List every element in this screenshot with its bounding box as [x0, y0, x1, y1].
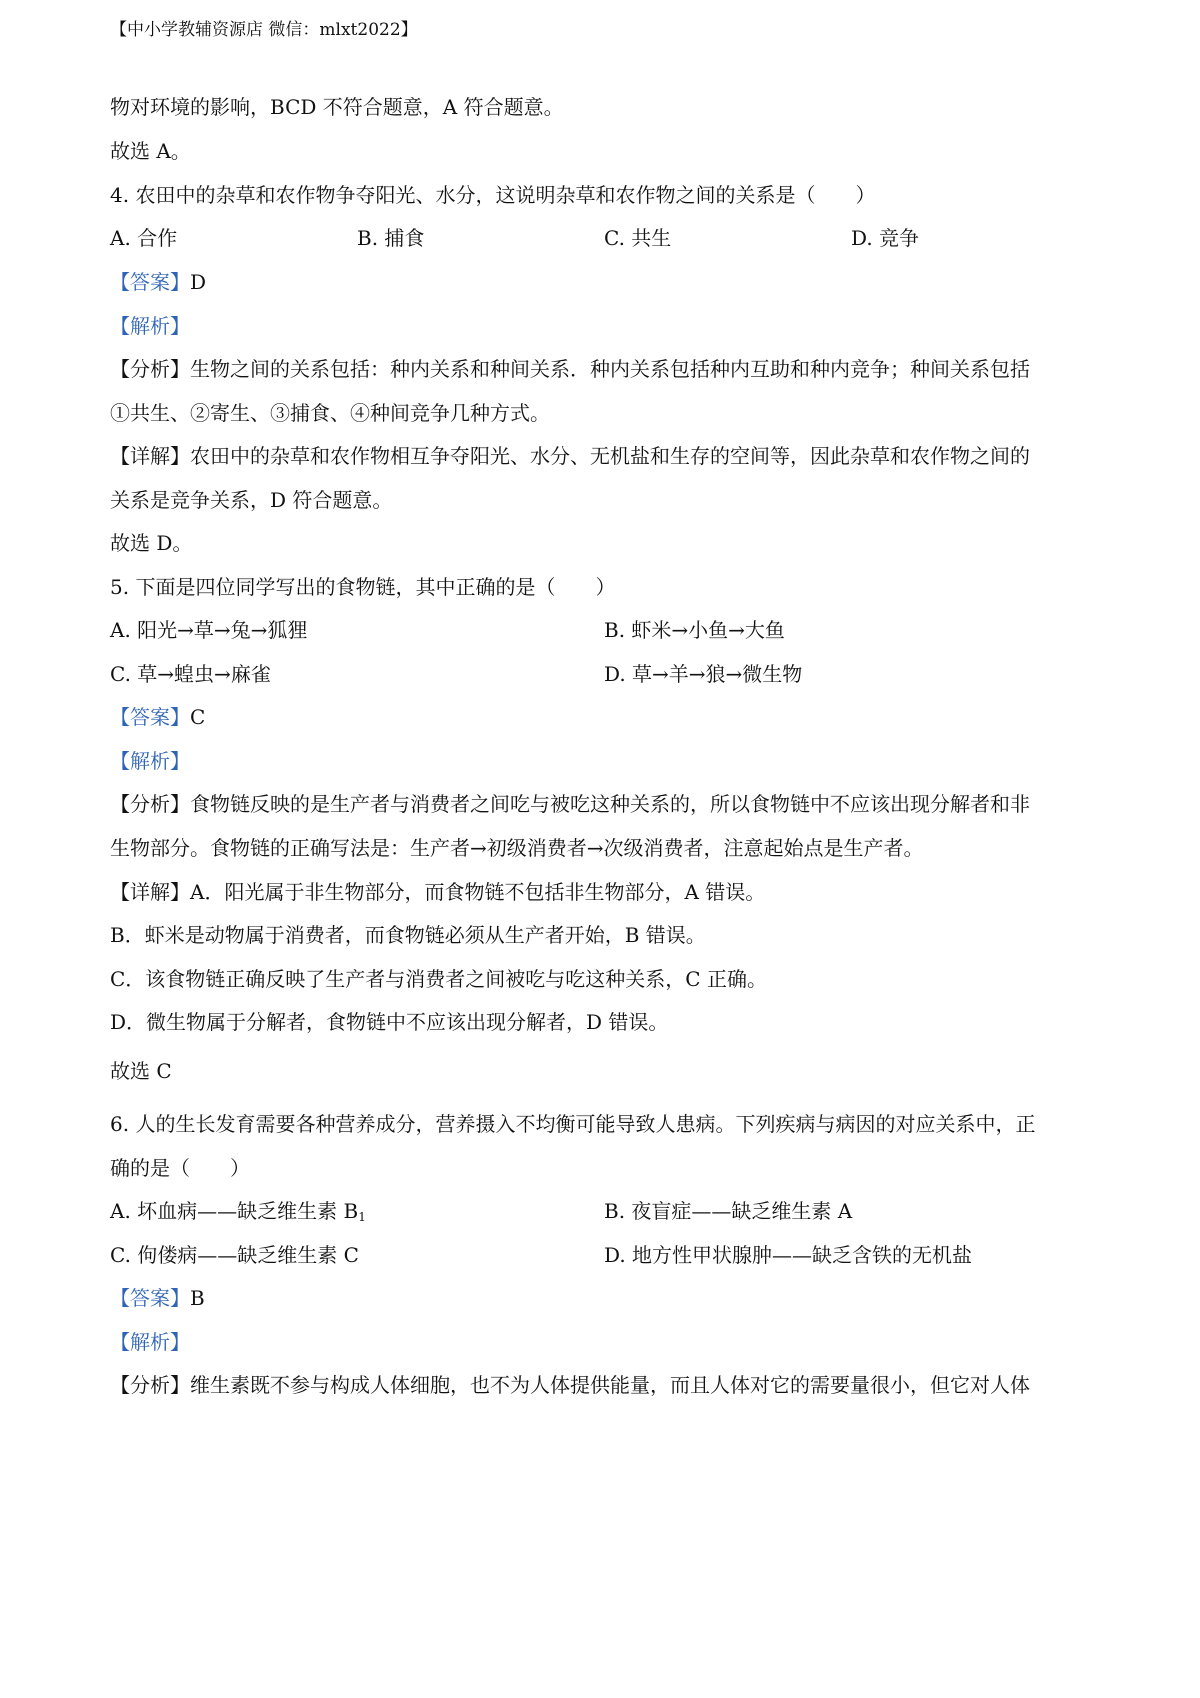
question-6-stem-2: 确的是（ ） — [110, 1156, 250, 1180]
xiangjie-tag: 【详解】 — [110, 444, 190, 468]
answer-value: C — [190, 705, 206, 729]
q5-analysis-label: 【解析】 — [110, 749, 190, 773]
fenxi-text: 维生素既不参与构成人体细胞，也不为人体提供能量，而且人体对它的需要量很小，但它对人体 — [190, 1373, 1030, 1397]
text-line: 物对环境的影响，BCD 不符合题意，A 符合题意。 — [110, 95, 564, 119]
q4-fenxi-1 — [110, 354, 1030, 384]
q6-analysis-label: 【解析】 — [110, 1330, 190, 1354]
q4-analysis-label: 【解析】 — [110, 314, 190, 338]
q5-fenxi-1 — [110, 789, 1030, 819]
question-5-stem: 5. 下面是四位同学写出的食物链，其中正确的是（ ） — [110, 575, 616, 599]
xiangjie-text: A．阳光属于非生物部分，而食物链不包括非生物部分，A 错误。 — [190, 880, 766, 904]
xiangjie-text: 农田中的杂草和农作物相互争夺阳光、水分、无机盐和生存的空间等，因此杂草和农作物之间的 — [190, 444, 1030, 468]
q5-answer — [110, 702, 205, 732]
q5-xiangjie-a — [110, 877, 765, 907]
fenxi-tag: 【分析】 — [110, 792, 190, 816]
q4-option-a: A. 合作 — [110, 226, 178, 250]
answer-label: 【答案】 — [110, 270, 190, 294]
fenxi-tag: 【分析】 — [110, 1373, 190, 1397]
page-header: 【中小学教辅资源店 微信：mlxt2022】 — [110, 20, 418, 40]
q5-xiangjie-d: D．微生物属于分解者，食物链中不应该出现分解者，D 错误。 — [110, 1010, 669, 1034]
q4-fenxi-2: ①共生、②寄生、③捕食、④种间竞争几种方式。 — [110, 401, 550, 425]
q4-select: 故选 D。 — [110, 531, 193, 555]
fenxi-tag: 【分析】 — [110, 357, 190, 381]
q4-xiangjie-1 — [110, 441, 1030, 471]
xiangjie-tag: 【详解】 — [110, 880, 190, 904]
text-line: 故选 A。 — [110, 139, 191, 163]
answer-label: 【答案】 — [110, 705, 190, 729]
q4-option-b: B. 捕食 — [357, 226, 425, 250]
answer-value: B — [190, 1286, 205, 1310]
q6-option-b: B. 夜盲症——缺乏维生素 A — [604, 1199, 853, 1223]
q4-answer — [110, 267, 206, 297]
option-text: A. 坏血病——缺乏维生素 B — [110, 1199, 359, 1223]
fenxi-text: 生物之间的关系包括：种内关系和种间关系．种内关系包括种内互助和种内竞争；种间关系包括 — [190, 357, 1030, 381]
q5-option-c: C. 草→蝗虫→麻雀 — [110, 662, 271, 686]
q5-xiangjie-c: C．该食物链正确反映了生产者与消费者之间被吃与吃这种关系，C 正确。 — [110, 967, 767, 991]
q6-answer — [110, 1283, 205, 1313]
q4-option-c: C. 共生 — [604, 226, 672, 250]
q5-fenxi-2: 生物部分。食物链的正确写法是：生产者→初级消费者→次级消费者，注意起始点是生产者。 — [110, 836, 924, 860]
q4-xiangjie-2: 关系是竞争关系，D 符合题意。 — [110, 488, 393, 512]
question-4-stem: 4. 农田中的杂草和农作物争夺阳光、水分，这说明杂草和农作物之间的关系是（ ） — [110, 183, 876, 207]
q5-xiangjie-b: B．虾米是动物属于消费者，而食物链必须从生产者开始，B 错误。 — [110, 923, 706, 947]
q5-option-d: D. 草→羊→狼→微生物 — [604, 662, 803, 686]
q5-select: 故选 C — [110, 1059, 172, 1083]
q5-option-b: B. 虾米→小鱼→大鱼 — [604, 618, 785, 642]
subscript: 1 — [358, 1210, 366, 1224]
q5-option-a: A. 阳光→草→兔→狐狸 — [110, 618, 308, 642]
answer-value: D — [190, 270, 207, 294]
q6-option-d: D. 地方性甲状腺肿——缺乏含铁的无机盐 — [604, 1243, 973, 1267]
q6-option-c: C. 佝偻病——缺乏维生素 C — [110, 1243, 359, 1267]
q4-option-d: D. 竞争 — [851, 226, 920, 250]
question-6-stem-1: 6. 人的生长发育需要各种营养成分，营养摄入不均衡可能导致人患病。下列疾病与病因的对应关系中，正 — [110, 1112, 1036, 1136]
answer-label: 【答案】 — [110, 1286, 190, 1310]
q6-fenxi-1 — [110, 1370, 1030, 1400]
fenxi-text: 食物链反映的是生产者与消费者之间吃与被吃这种关系的，所以食物链中不应该出现分解者和非 — [190, 792, 1030, 816]
q6-option-a — [110, 1196, 366, 1232]
